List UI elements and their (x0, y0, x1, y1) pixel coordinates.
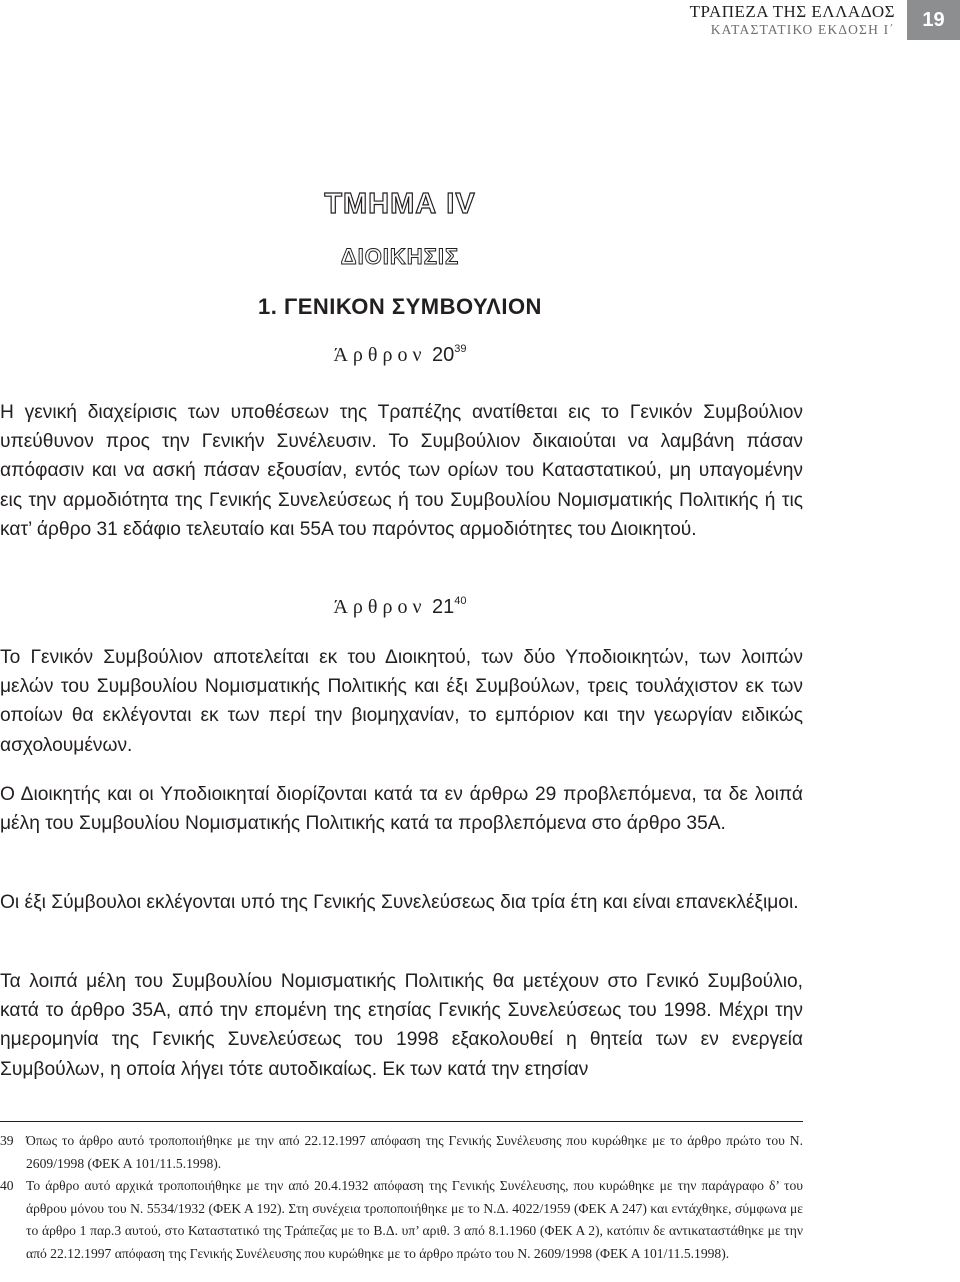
section-title: ΤΜΗΜΑ IV (324, 188, 476, 220)
article-number: 21 (432, 596, 455, 618)
footnote-39 (0, 1130, 803, 1175)
article-21-paragraph-1: Το Γενικόν Συμβούλιον αποτελείται εκ του Διοικητού, των δύο Υποδιοικητών, των λοιπών μελών του Συμβουλίου Νομισματικής Πολιτικής και έξι Συμβούλων, τρεις τουλάχιστον εκ των οποίων θα εκλέγονται εκ των περί την βιομηχανίαν, το εμπόριον και την γεωργίαν ειδικώς ασχολουμένων. (0, 647, 803, 756)
article-21-heading (0, 595, 800, 619)
footnote-reference: 39 (454, 343, 467, 355)
footnote-reference: 40 (454, 595, 467, 607)
article-20-paragraph-1: Η γενική διαχείρισις των υποθέσεων της Τραπέζης ανατίθεται εις το Γενικόν Συμβούλιον υπεύθυνον προς την Γενικήν Συνέλευσιν. Το Συμβούλιον δικαιούται να λαμβάνη πάσαν απόφασιν και να ασκή πάσαν εξουσίαν, εντός των ορίων του Καταστατικού, μη υπαγομένην εις την αρμοδιότητα της Γενικής Συνελεύσεως ή του Συμβουλίου Νομισματικής Πολιτικής ή τις κατ’ άρθρο 31 εδάφιο τελευταίο και 55Α του παρόντος αρμοδιότητες του Διοικητού. (0, 402, 803, 540)
article-21-paragraph-4: Τα λοιπά μέλη του Συμβουλίου Νομισματικής Πολιτικής θα μετέχουν στο Γενικό Συμβούλιο, κατά το άρθρο 35Α, από την επομένη της ετησίας Γενικής Συνελεύσεως του 1998. Μέχρι την ημερομηνία της Γενικής Συνελεύσεως του 1998 εξακολουθεί η θητεία των εν ενεργεία Συμβούλων, η οποία λήγει τότε αυτοδικαίως. Εκ των κατά την ετησίαν (0, 971, 803, 1080)
footnote-text: Όπως το άρθρο αυτό τροποποιήθηκε με την από 22.12.1997 απόφαση της Γενικής Συνέλευσης που κυρώθηκε με το άρθρο πρώτο του Ν. 2609/1998 (ΦΕΚ Α 101/11.5.1998). (26, 1133, 803, 1171)
footnote-number: 39 (0, 1133, 14, 1148)
footnote-40 (0, 1175, 803, 1265)
article-21-paragraph-2: Ο Διοικητής και οι Υποδιοικηταί διορίζονται κατά τα εν άρθρω 29 προβλεπόμενα, τα δε λοιπά μέλη του Συμβουλίου Νομισματικής Πολιτικής κατά τα προβλεπόμενα στο άρθρο 35Α. (0, 784, 803, 835)
page-number: 19 (907, 0, 960, 40)
running-header (690, 0, 960, 42)
article-21-paragraph-3: Οι έξι Σύμβουλοι εκλέγονται υπό της Γενικής Συνελεύσεως δια τρία έτη και είναι επανεκλέξιμοι. (0, 892, 799, 913)
header-title: ΤΡΑΠΕΖΑ ΤΗΣ ΕΛΛΑΔΟΣ (689, 2, 895, 21)
article-20-heading (0, 343, 800, 367)
footnote-number: 40 (0, 1178, 14, 1193)
article-word: Άρθρον (333, 596, 427, 618)
footnote-divider (0, 1121, 803, 1122)
article-word: Άρθρον (333, 344, 427, 366)
footnote-text: Το άρθρο αυτό αρχικά τροποποιήθηκε με την από 20.4.1932 απόφαση της Γενικής Συνέλευσης, που κυρώθηκε με την παράγραφο δ’ του άρθρου μόνου του Ν. 5534/1932 (ΦΕΚ Α 192). Στη συνέχεια τροποποιήθηκε με το Ν.Δ. 4022/1959 (ΦΕΚ Α 247) και εντάχθηκε, σύμφωνα με το άρθρο 1 παρ.3 αυτού, στο Καταστατικό της Τράπεζας με το Β.Δ. υπ’ αριθ. 3 από 8.1.1960 (ΦΕΚ Α 2), κατόπιν δε αντικαταστάθηκε με την από 22.12.1997 απόφαση της Γενικής Συνέλευσης που κυρώθηκε με το άρθρο πρώτο του Ν. 2609/1998 (ΦΕΚ Α 101/11.5.1998). (26, 1178, 803, 1261)
article-number: 20 (432, 344, 455, 366)
header-text-block (690, 0, 907, 38)
subsection-title: 1. ΓΕΝΙΚΟΝ ΣΥΜΒΟΥΛΙΟΝ (258, 294, 542, 319)
header-subtitle: ΚΑΤΑΣΤΑΤΙΚΟ ΕΚΔΟΣΗ Ι΄ (710, 22, 895, 37)
chapter-title: ΔΙΟΙΚΗΣΙΣ (340, 244, 460, 269)
